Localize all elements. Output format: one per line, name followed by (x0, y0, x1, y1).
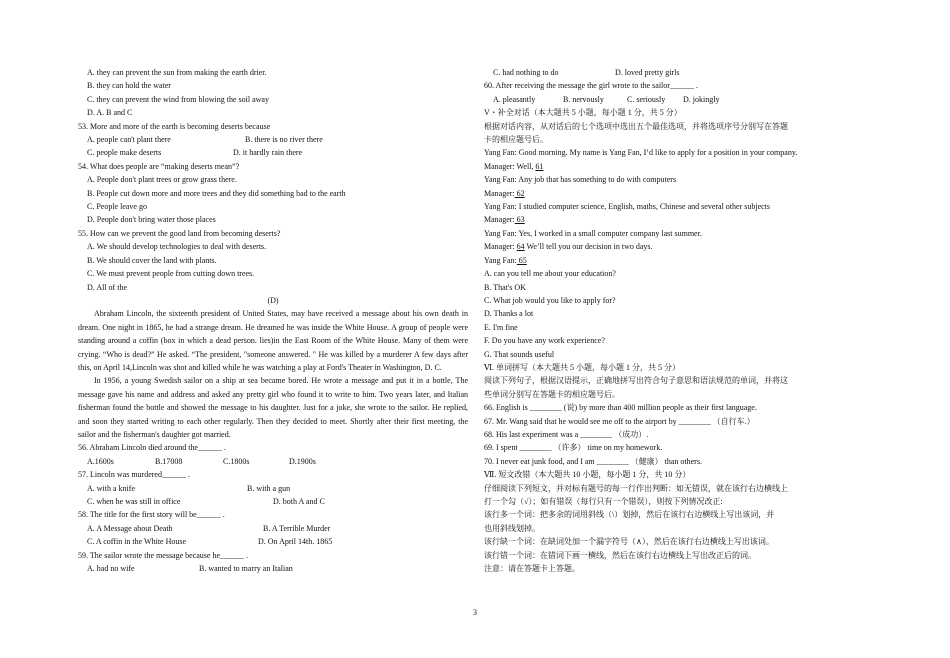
dialog-line-8 (484, 240, 852, 253)
dialog-option-a: A. can you tell me about your education? (484, 269, 616, 279)
dialog-text: Manager: (484, 215, 515, 225)
q57-option-d: D. both A and C (273, 497, 325, 506)
q56-option-a: A.1600s (87, 456, 114, 466)
q59-options-row2 (484, 66, 852, 79)
blank-64: 64 (516, 242, 525, 252)
q54-stem: 54. What does people are “making deserts mean”? (78, 161, 240, 171)
dialog-line-1 (484, 146, 852, 159)
q58-options-row2 (78, 535, 468, 548)
dialog-line-6 (484, 213, 852, 226)
q53-option-b: B. there is no river there (245, 135, 323, 145)
q59-stem: 59. The sailor wrote the message because he______ . (78, 550, 249, 560)
section7-line-7: 注意：请在答题卡上答题。 (484, 564, 580, 574)
blank-62: 62 (514, 188, 525, 198)
passage-label: (D) (267, 295, 279, 305)
section6-instruction-1: 阅读下列句子，根据汉语提示，正确地拼写出符合句子意思和语法规范的单词，并将这 (484, 376, 788, 386)
q58-option-a: A. A Message about Death (87, 523, 173, 533)
q55-option-d: D. All of the (87, 282, 127, 292)
q53-options-row2 (78, 146, 468, 159)
blank-61: 61 (535, 161, 544, 171)
blank-63: 63 (514, 215, 525, 225)
dialog-line-4 (484, 187, 852, 200)
section5-instruction-1: 根据对话内容，从对话后的七个选项中选出五个最佳选项，并将选项序号分别写在答题 (484, 121, 788, 131)
section7-line-4: 也用斜线划掉。 (484, 523, 540, 533)
dialog-text: Yang Fan: Any job that has something to do with computers (484, 175, 677, 185)
dialog-line-5 (484, 200, 852, 213)
q55-option-b: B. We should cover the land with plants. (87, 255, 217, 265)
dialog-text: Manager: (484, 242, 517, 252)
section5-instruction-2: 卡的相应题号后。 (484, 135, 548, 145)
q60-options-row (484, 93, 852, 106)
q54-option-b: B. People cut down more and more trees and they did something bad to the earth (87, 188, 346, 198)
dialog-option-c: C. What job would you like to apply for? (484, 295, 616, 305)
q57-option-c: C. when he was still in office (87, 497, 181, 506)
q55-option-c: C. We must prevent people from cutting down trees. (87, 269, 255, 279)
passage-paragraph-1: Abraham Lincoln, the sixteenth president of United States, may have received a message about his own death in dream. One night in 1865, he had a strange dream. He dreamed he was inside the White House. A group of people were standing around a coffin (box in which a dead person. lies)in the East Room of the White House. Many of them were crying. “Who is dead?” He asked. “The president, "someone answered. " He was killed by a murderer A few days after this, on April 14,Lincoln was shot and killed while he was watching a play at Ford's Theater in Washington, D. C. (78, 309, 468, 372)
q60-stem: 60. After receiving the message the girl wrote to the sailor______ . (484, 81, 698, 91)
dialog-line-7 (484, 227, 852, 240)
q56-option-c: C.1800s (223, 456, 250, 466)
dialog-line-3 (484, 173, 852, 186)
dialog-text: Yang Fan: Yes, I worked in a small computer company last summer. (484, 228, 702, 238)
spelling-item-67: 67. Mr. Wang said that he would see me off to the airport by ________ （自行车.） (484, 416, 755, 426)
q52-option-a: A. they can prevent the sun from making the earth drier. (87, 68, 267, 77)
q57-stem: 57. Lincoln was murdered______ . (78, 470, 190, 480)
q58-stem: 58. The title for the first story will be______ . (78, 510, 225, 520)
q58-option-d: D. On April 14th. 1865 (258, 537, 333, 547)
dialog-option-e: E. I'm fine (484, 322, 518, 332)
dialog-text: Yang Fan: I studied computer science, English, maths, Chinese and several other subjects (484, 202, 771, 212)
q53-stem: 53. More and more of the earth is becoming deserts because (78, 121, 271, 131)
q53-option-c: C. people make deserts (87, 148, 162, 158)
q56-option-d: D.1900s (289, 456, 316, 466)
dialog-option-d: D. Thanks a lot (484, 309, 534, 319)
q54-option-c: C. People leave go (87, 202, 147, 212)
section7-line-1: 仔细阅读下列短文，并对标有题号的每一行作出判断：如无错误，就在该行右边横线上 (484, 483, 788, 493)
q53-option-d: D. it hardly rain there (233, 148, 303, 158)
q54-option-d: D. People don't bring water those places (87, 215, 216, 225)
q59-option-a: A. had no wife (87, 564, 135, 574)
q52-option-d: D. A. B and C (87, 108, 133, 118)
section6-title: Ⅵ. 单词拼写（本大题共 5 小题，每小题 1 分，共 5 分） (484, 362, 681, 372)
q59-option-c: C. had nothing to do (493, 68, 559, 77)
passage-paragraph-2: In 1956, a young Swedish sailor on a ship at sea became bored. He wrote a message and put it in a bottle, The message gave his name and address and asked any pretty girl who found it to write to him. Two years later, and Italian fisherman found the bottle and showed the message to his daughter. Just for a joke, she wrote to the sailor. He replied, and soon they started writing to each other regularly. Then they decided to meet. Shortly after their first meeting, the sailor and the fisherman's daughter got married. (78, 376, 468, 439)
dialog-text: Manager: Well, (484, 161, 536, 171)
section6-instruction-2: 些单词分别写在答题卡的相应题号后。 (484, 389, 620, 399)
section7-line-6: 该行错一个词：在错词下画一横线，然后在该行右边横线上写出改正后的词。 (484, 550, 756, 560)
section7-title: Ⅶ. 短文改错（本大题共 10 小题，每小题 1 分，共 10 分） (484, 470, 691, 480)
q60-option-a: A. pleasantly (493, 94, 536, 104)
q56-stem: 56. Abraham Lincoln died around the______ . (78, 443, 226, 453)
q55-option-a: A. We should develop technologies to deal with deserts. (87, 242, 267, 252)
dialog-option-g: G. That sounds useful (484, 349, 555, 359)
page-number: 3 (473, 608, 477, 617)
q53-options-row1 (78, 133, 468, 146)
dialog-option-f: F. Do you have any work experience? (484, 336, 605, 346)
q56-option-b: B.17008 (155, 456, 183, 466)
dialog-text: Yang Fan: (484, 255, 517, 265)
dialog-line-2 (484, 160, 852, 173)
q59-option-d: D. loved pretty girls (615, 68, 680, 77)
spelling-item-69: 69. I spent ________ （许多） time on my homework. (484, 443, 663, 453)
q57-option-a: A. with a knife (87, 483, 135, 493)
q60-option-d: D. jokingly (683, 94, 720, 104)
q60-option-b: B. nervously (563, 94, 604, 104)
dialog-text: We’ll tell you our decision in two days. (524, 242, 653, 252)
q55-stem: 55. How can we prevent the good land from becoming deserts? (78, 228, 281, 238)
q58-option-b: B. A Terrible Murder (263, 523, 331, 533)
section7-line-5: 该行缺一个词：在缺词处加一个漏字符号（∧），然后在该行右边横线上写出该词。 (484, 537, 774, 547)
q54-option-a: A. People don't plant trees or grow grass there. (87, 175, 237, 185)
q57-options-row1 (78, 482, 468, 495)
dialog-text: Manager: (484, 188, 515, 198)
spelling-item-70: 70. I never eat junk food, and I am ________ （健康） than others. (484, 456, 702, 466)
dialog-line-9 (484, 254, 852, 267)
q59-option-b: B. wanted to marry an Italian (199, 564, 293, 574)
q58-option-c: C. A coffin in the White House (87, 537, 187, 547)
q57-options-row2 (78, 495, 468, 508)
dialog-text: Yang Fan: Good morning. My name is Yang Fan, I’d like to apply for a position in your company. (484, 148, 798, 158)
spelling-item-68: 68. His last experiment was a ________ （成功）. (484, 429, 649, 439)
right-column (484, 66, 852, 575)
blank-65: 65 (516, 255, 527, 265)
q52-option-c: C. they can prevent the wind from blowing the soil away (87, 94, 269, 104)
section5-title: V・补全对话（本大题共 5 小题，每小题 1 分，共 5 分） (484, 108, 682, 118)
left-column (78, 66, 468, 575)
q52-option-b: B. they can hold the water (87, 81, 171, 91)
section7-line-2: 打一个勾（√）；如有错误（每行只有一个错误），则按下列情况改正: (484, 497, 723, 506)
q60-option-c: C. seriously (627, 94, 666, 104)
q53-option-a: A. people can't plant there (87, 135, 171, 145)
q56-options-row (78, 455, 468, 468)
q57-option-b: B. with a gun (247, 483, 291, 493)
q59-options-row1 (78, 562, 468, 575)
dialog-option-b: B. That's OK (484, 282, 526, 292)
spelling-item-66: 66. English is ________ (说) by more than 400 million people as their first language. (484, 403, 757, 413)
q58-options-row1 (78, 522, 468, 535)
section7-line-3: 该行多一个词：把多余的词用斜线（\）划掉，然后在该行右边横线上写出该词，并 (484, 510, 775, 520)
